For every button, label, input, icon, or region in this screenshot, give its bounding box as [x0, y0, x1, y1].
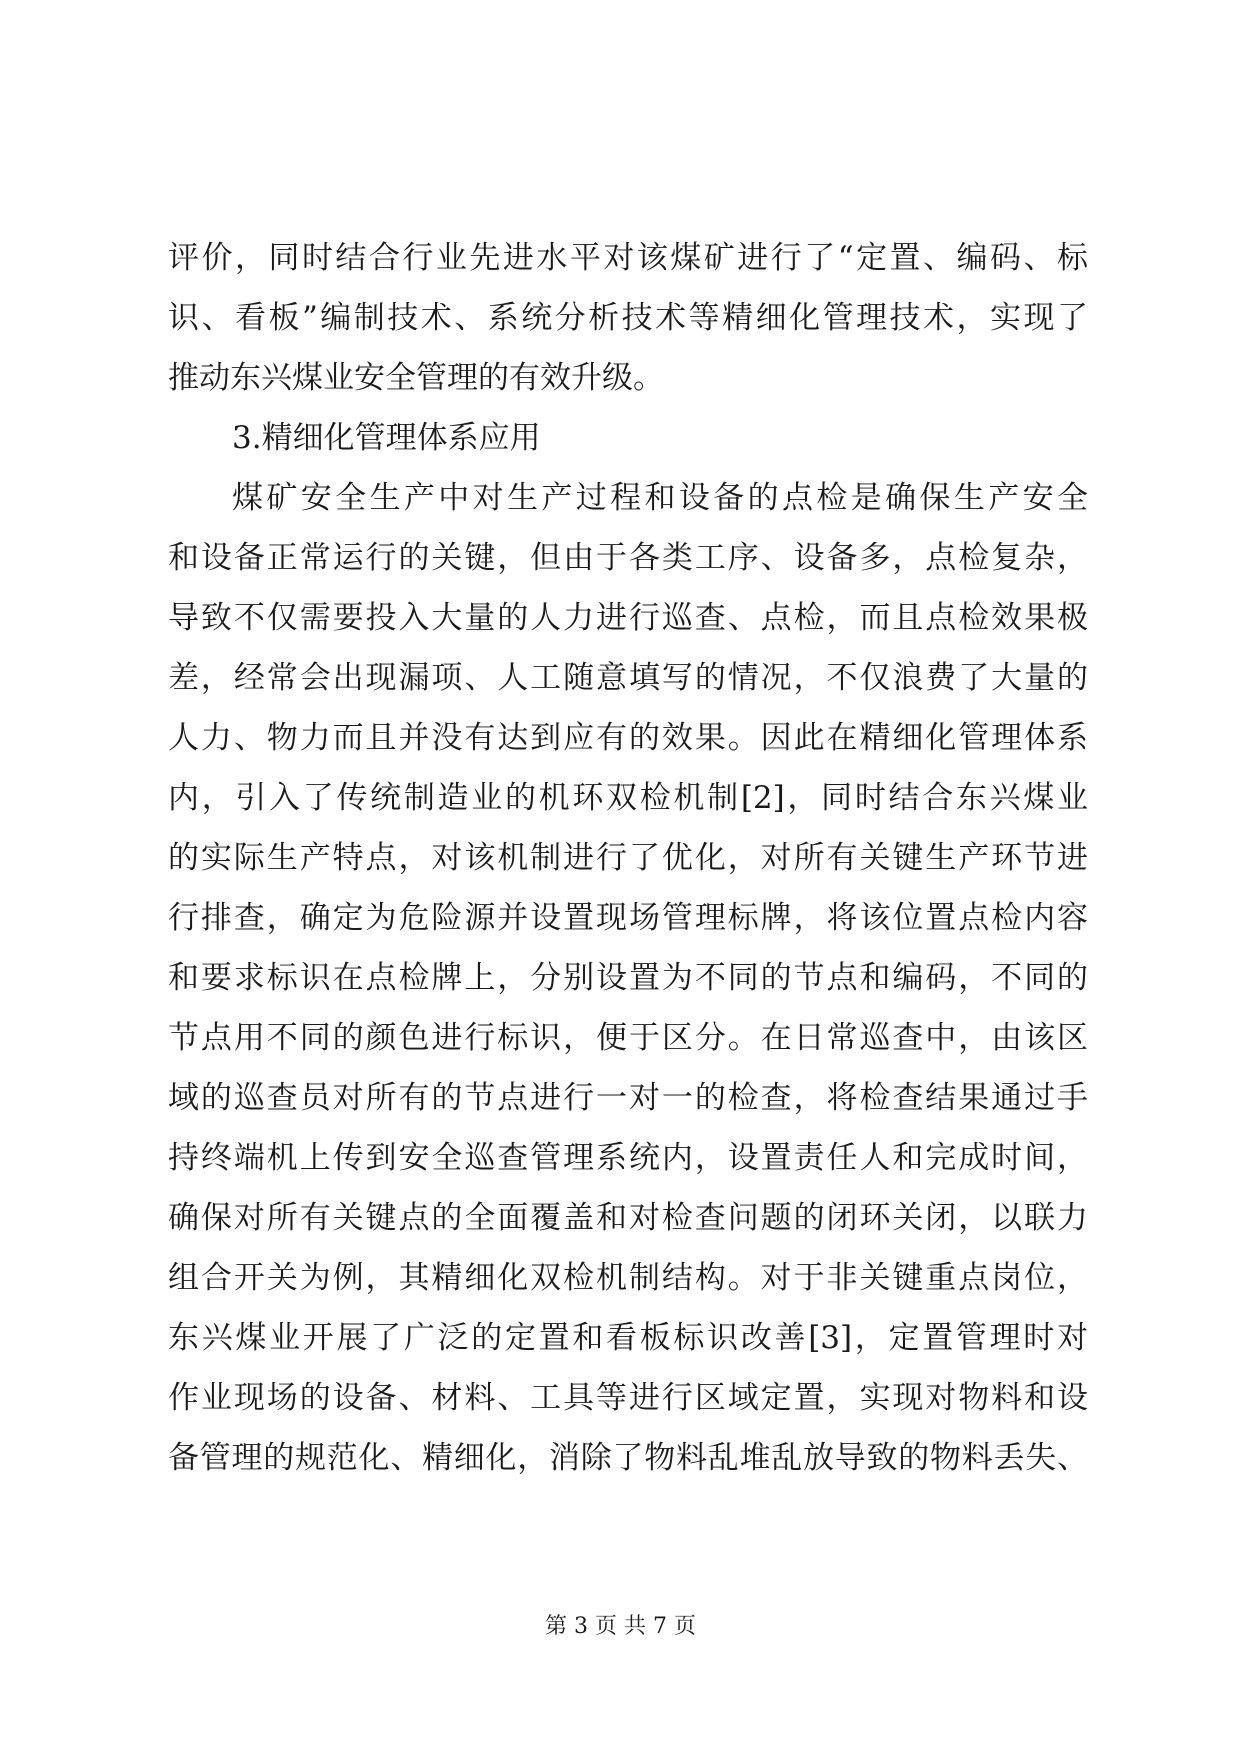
text-line: 的实际生产特点，对该机制进行了优化，对所有关键生产环节进: [168, 840, 1088, 876]
section-heading: 3.精细化管理体系应用: [232, 420, 541, 456]
text-line: 行排查，确定为危险源并设置现场管理标牌，将该位置点检内容: [168, 900, 1088, 936]
text-line: 导致不仅需要投入大量的人力进行巡查、点检，而且点检效果极: [168, 600, 1088, 636]
text-line: 煤矿安全生产中对生产过程和设备的点检是确保生产安全: [232, 480, 1088, 516]
text-line: 持终端机上传到安全巡查管理系统内，设置责任人和完成时间，: [168, 1140, 1088, 1176]
text-line: 差，经常会出现漏项、人工随意填写的情况，不仅浪费了大量的: [168, 660, 1088, 696]
text-line: 和设备正常运行的关键，但由于各类工序、设备多，点检复杂，: [168, 540, 1088, 576]
body-text: [168, 228, 1088, 1488]
text-line: 备管理的规范化、精细化，消除了物料乱堆乱放导致的物料丢失、: [168, 1440, 1088, 1476]
text-line: 人力、物力而且并没有达到应有的效果。因此在精细化管理体系: [168, 720, 1088, 756]
paragraph-main: [168, 468, 1088, 1488]
text-line: 识、看板”编制技术、系统分析技术等精细化管理技术，实现了: [168, 300, 1088, 336]
text-line: 东兴煤业开展了广泛的定置和看板标识改善[3]，定置管理时对: [168, 1320, 1088, 1356]
text-line: 节点用不同的颜色进行标识，便于区分。在日常巡查中，由该区: [168, 1020, 1088, 1056]
text-line: 确保对所有关键点的全面覆盖和对检查问题的闭环关闭，以联力: [168, 1200, 1088, 1236]
text-line: 组合开关为例，其精细化双检机制结构。对于非关键重点岗位，: [168, 1260, 1088, 1296]
text-line: 域的巡查员对所有的节点进行一对一的检查，将检查结果通过手: [168, 1080, 1088, 1116]
text-line: 推动东兴煤业安全管理的有效升级。: [168, 360, 664, 396]
text-line: 作业现场的设备、材料、工具等进行区域定置，实现对物料和设: [168, 1380, 1088, 1416]
text-line: 和要求标识在点检牌上，分别设置为不同的节点和编码，不同的: [168, 960, 1088, 996]
text-line: 内，引入了传统制造业的机环双检机制[2]，同时结合东兴煤业: [168, 780, 1088, 816]
page-footer: 第 3 页 共 7 页: [545, 1614, 696, 1639]
text-line: 评价，同时结合行业先进水平对该煤矿进行了“定置、编码、标: [168, 240, 1088, 276]
paragraph-continued: [168, 228, 1088, 408]
